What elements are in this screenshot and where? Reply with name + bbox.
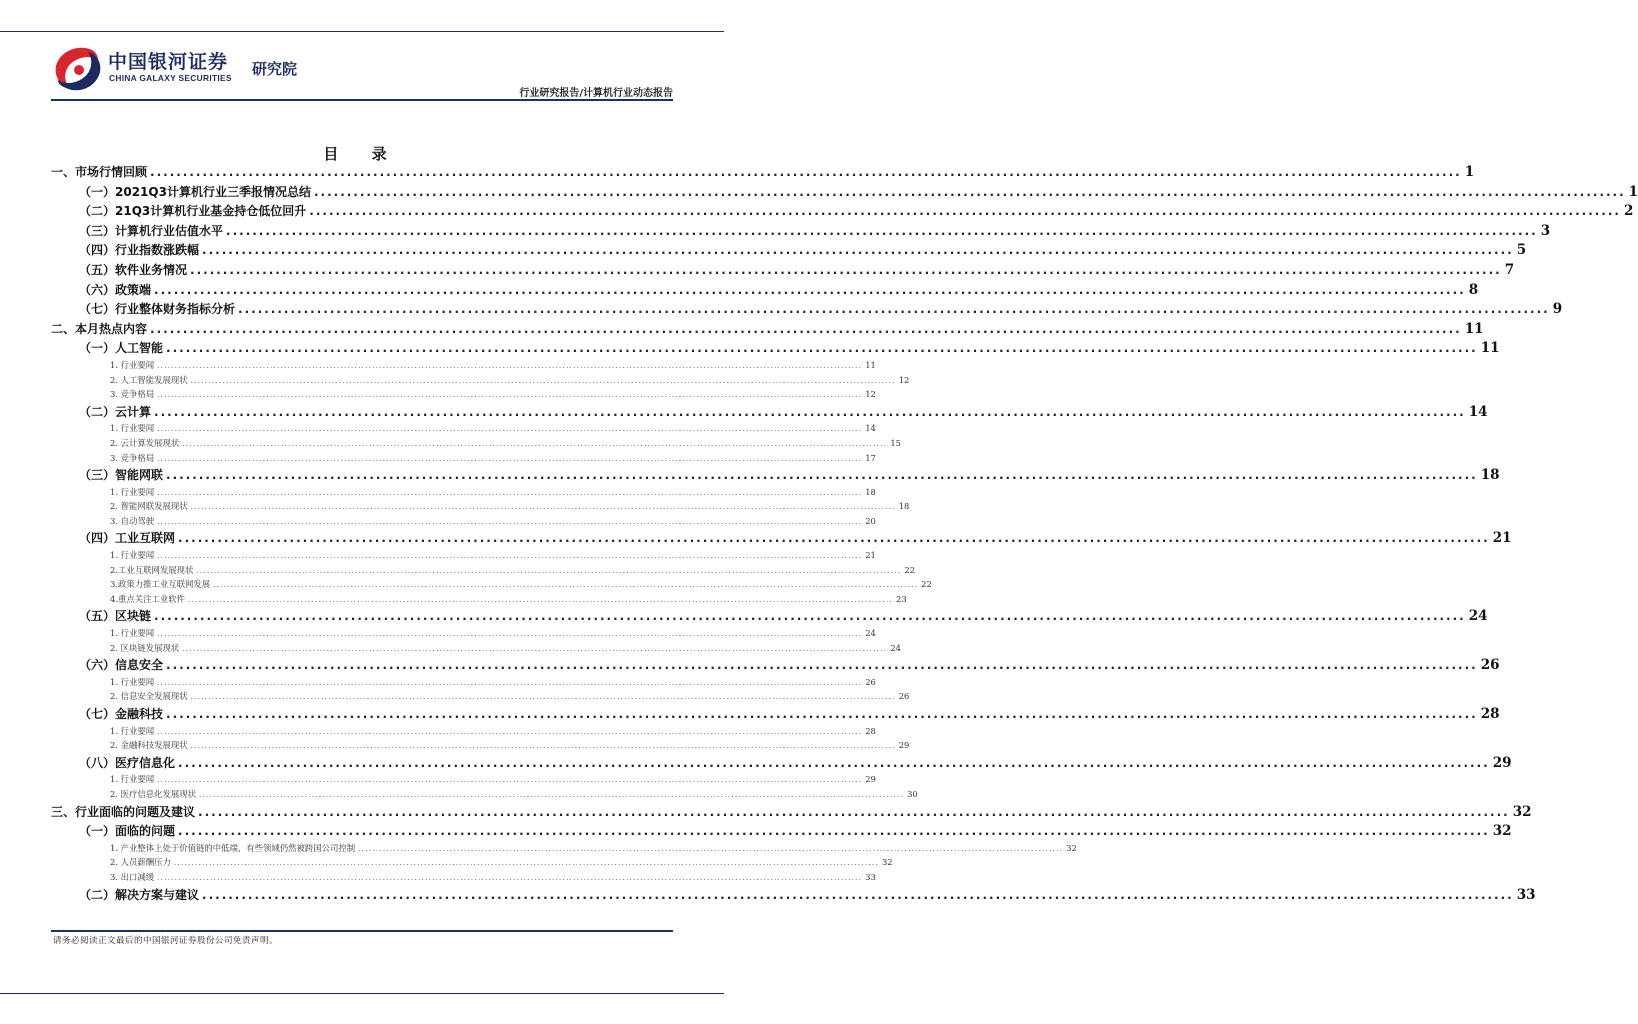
toc-entry-page: 14 <box>1468 403 1488 420</box>
toc-entry-label: （二）21Q3计算机行业基金持仓低位回升 <box>79 204 307 219</box>
toc-entry-page: 11 <box>865 359 876 370</box>
header-rule <box>51 99 673 101</box>
toc-leader-dots: ........................................................................................................................................................................................................ <box>188 595 894 604</box>
toc-entry-label: 二、本月热点内容 <box>51 321 148 336</box>
toc-entry-label: （一）2021Q3计算机行业三季报情况总结 <box>79 184 311 199</box>
toc-entry-level-3[interactable] <box>51 593 907 608</box>
toc-entry-page: 28 <box>1480 706 1500 722</box>
toc-entry-level-3[interactable] <box>51 856 893 871</box>
toc-entry-level-3[interactable] <box>51 642 901 657</box>
toc-entry-page: 29 <box>865 774 876 785</box>
toc-leader-dots: ........................................................................................................................................................................................................ <box>213 581 919 590</box>
toc-entry-page: 33 <box>1516 886 1536 903</box>
toc-entry-level-2[interactable] <box>51 607 1488 627</box>
toc-entry-page: 7 <box>1504 261 1515 278</box>
toc-leader-dots: ........................................................................................................................................................................................................ <box>154 282 1466 297</box>
toc-entry-label: （二）云计算 <box>79 404 152 419</box>
toc-entry-page: 3 <box>1540 222 1551 239</box>
toc-leader-dots: ........................................................................................................................................................................................................ <box>157 678 863 687</box>
toc-leader-dots: ........................................................................................................................................................................................................ <box>309 204 1621 219</box>
toc-entry-level-2[interactable] <box>51 403 1488 423</box>
toc-leader-dots: ........................................................................................................................................................................................................ <box>157 776 863 785</box>
toc-entry-page: 23 <box>896 593 907 604</box>
toc-entry-level-2[interactable] <box>51 466 1500 486</box>
toc-entry-page: 14 <box>865 423 876 434</box>
toc-entry-page: 26 <box>898 691 910 702</box>
toc-leader-dots: ........................................................................................................................................................................................................ <box>173 859 879 868</box>
toc-entry-label: （七）行业整体财务指标分析 <box>79 302 236 317</box>
toc-leader-dots: ........................................................................................................................................................................................................ <box>157 517 863 526</box>
toc-entry-level-3[interactable] <box>51 452 876 467</box>
toc-entry-page: 12 <box>898 374 910 385</box>
toc-entry-label: 1. 产业整体上处于价值链的中低端，有些领域仍然被跨国公司控制 <box>110 842 356 853</box>
footer-rule <box>51 930 673 932</box>
toc-entry-label: （五）区块链 <box>79 609 152 624</box>
toc-entry-page: 12 <box>865 389 876 400</box>
toc-entry-level-2[interactable] <box>51 300 1563 320</box>
toc-leader-dots: ........................................................................................................................................................................................................ <box>157 552 863 561</box>
toc-entry-level-3[interactable] <box>51 388 876 403</box>
toc-entry-page: 28 <box>865 725 876 736</box>
toc-entry-level-1[interactable] <box>51 803 1532 823</box>
toc-entry-label: （四）行业指数涨跌幅 <box>79 243 200 258</box>
toc-entry-label: （一）人工智能 <box>79 341 164 356</box>
footer-disclaimer: 请务必阅读正文最后的中国银河证券股份公司免责声明。 <box>53 936 279 946</box>
toc-entry-label: 1. 行业要闻 <box>110 359 155 370</box>
institute-label: 研究院 <box>252 60 298 78</box>
toc-entry-page: 22 <box>904 564 916 575</box>
toc-entry-page: 29 <box>898 740 910 751</box>
toc-leader-dots: ........................................................................................................................................................................................................ <box>196 566 902 575</box>
toc-entry-page: 24 <box>1468 608 1488 625</box>
toc-leader-dots: ........................................................................................................................................................................................................ <box>157 454 863 463</box>
toc-entry-label: 1. 行业要闻 <box>110 550 155 561</box>
toc-leader-dots: ........................................................................................................................................................................................................ <box>166 341 1478 356</box>
toc-entry-level-2[interactable] <box>51 656 1500 676</box>
toc-leader-dots: ........................................................................................................................................................................................................ <box>154 609 1466 624</box>
toc-entry-page: 26 <box>865 676 876 687</box>
toc-leader-dots: ........................................................................................................................................................................................................ <box>198 804 1510 819</box>
toc-leader-dots: ........................................................................................................................................................................................................ <box>154 404 1466 419</box>
toc-entry-label: （八）医疗信息化 <box>79 755 176 770</box>
toc-entry-page: 24 <box>865 628 876 639</box>
toc-entry-page: 5 <box>1516 242 1527 259</box>
toc-entry-label: 2. 云计算发展现状 <box>110 437 180 448</box>
toc-title: 目 录 <box>323 145 401 163</box>
toc-entry-page: 2 <box>1623 203 1634 220</box>
toc-entry-label: 2. 人员薪酬压力 <box>110 857 171 868</box>
toc-entry-level-2[interactable] <box>51 183 1638 203</box>
toc-leader-dots: ........................................................................................................................................................................................................ <box>238 302 1550 317</box>
toc-leader-dots: ........................................................................................................................................................................................................ <box>157 488 863 497</box>
toc-entry-page: 15 <box>890 437 901 448</box>
toc-leader-dots: ........................................................................................................................................................................................................ <box>150 321 1462 336</box>
toc-leader-dots: ........................................................................................................................................................................................................ <box>166 468 1478 483</box>
toc-leader-dots: ........................................................................................................................................................................................................ <box>157 727 863 736</box>
toc-leader-dots: ........................................................................................................................................................................................................ <box>202 887 1514 902</box>
logo-english-name: CHINA GALAXY SECURITIES <box>109 73 232 83</box>
toc-entry-page: 18 <box>865 486 876 497</box>
toc-entry-page: 32 <box>1066 842 1077 853</box>
toc-leader-dots: ........................................................................................................................................................................................................ <box>182 439 888 448</box>
toc-entry-level-3[interactable] <box>51 359 876 374</box>
table-of-contents <box>51 163 1638 905</box>
toc-entry-level-2[interactable] <box>51 241 1527 261</box>
toc-entry-label: （四）工业互联网 <box>79 531 176 546</box>
toc-leader-dots: ........................................................................................................................................................................................................ <box>157 630 863 639</box>
toc-entry-label: 3. 竞争格局 <box>110 389 155 400</box>
toc-entry-level-3[interactable] <box>51 725 876 740</box>
toc-entry-label: 1. 行业要闻 <box>110 725 155 736</box>
toc-leader-dots: ........................................................................................................................................................................................................ <box>166 658 1478 673</box>
toc-leader-dots: ........................................................................................................................................................................................................ <box>190 376 896 385</box>
toc-leader-dots: ........................................................................................................................................................................................................ <box>199 790 905 799</box>
toc-entry-level-1[interactable] <box>51 163 1475 183</box>
company-logo <box>52 44 312 94</box>
toc-leader-dots: ........................................................................................................................................................................................................ <box>190 742 896 751</box>
toc-leader-dots: ........................................................................................................................................................................................................ <box>190 262 1502 277</box>
toc-entry-label: （三）智能网联 <box>79 468 164 483</box>
toc-entry-label: 1. 行业要闻 <box>110 774 155 785</box>
toc-entry-page: 33 <box>865 871 876 882</box>
toc-leader-dots: ........................................................................................................................................................................................................ <box>157 873 863 882</box>
toc-entry-level-3[interactable] <box>51 564 916 579</box>
logo-chinese-name: 中国银河证券 <box>108 51 229 73</box>
toc-entry-level-3[interactable] <box>51 500 910 515</box>
toc-entry-level-2[interactable] <box>51 822 1512 842</box>
toc-entry-page: 21 <box>1492 530 1512 547</box>
bottom-border-line <box>0 993 724 994</box>
toc-leader-dots: ........................................................................................................................................................................................................ <box>157 391 863 400</box>
toc-entry-page: 18 <box>1480 467 1500 484</box>
report-type-label: 行业研究报告/计算机行业动态报告 <box>519 88 673 99</box>
toc-entry-level-2[interactable] <box>51 281 1479 301</box>
toc-entry-level-2[interactable] <box>51 529 1512 549</box>
toc-entry-level-3[interactable] <box>51 549 876 564</box>
toc-entry-label: 一、市场行情回顾 <box>51 165 148 179</box>
toc-leader-dots: ........................................................................................................................................................................................................ <box>190 503 896 512</box>
toc-entry-level-3[interactable] <box>51 788 918 803</box>
toc-entry-page: 32 <box>881 857 893 868</box>
toc-entry-level-3[interactable] <box>51 578 932 593</box>
toc-entry-label: 3.政策力推工业互联网发展 <box>110 579 211 590</box>
toc-leader-dots: ........................................................................................................................................................................................................ <box>157 361 863 370</box>
toc-leader-dots: ........................................................................................................................................................................................................ <box>178 824 1490 839</box>
toc-entry-label: 2. 信息安全发展现状 <box>110 691 188 702</box>
toc-entry-label: （二）解决方案与建议 <box>79 887 200 902</box>
toc-leader-dots: ........................................................................................................................................................................................................ <box>182 644 888 653</box>
toc-entry-label: 3. 出口减缓 <box>110 871 155 882</box>
toc-entry-level-3[interactable] <box>51 739 910 754</box>
toc-entry-level-2[interactable] <box>51 202 1634 222</box>
toc-entry-level-3[interactable] <box>51 437 901 452</box>
toc-entry-page: 30 <box>907 788 918 799</box>
toc-entry-label: （六）信息安全 <box>79 658 164 673</box>
toc-entry-label: 1. 行业要闻 <box>110 486 155 497</box>
toc-entry-page: 8 <box>1468 281 1479 298</box>
toc-entry-level-3[interactable] <box>51 422 876 437</box>
toc-entry-page: 32 <box>1512 803 1532 820</box>
toc-leader-dots: ........................................................................................................................................................................................................ <box>178 755 1490 770</box>
toc-leader-dots: ........................................................................................................................................................................................................ <box>150 165 1462 179</box>
toc-entry-level-3[interactable] <box>51 842 1077 857</box>
toc-leader-dots: ........................................................................................................................................................................................................ <box>166 707 1478 721</box>
toc-entry-page: 29 <box>1492 754 1512 771</box>
toc-entry-label: 1. 行业要闻 <box>110 423 155 434</box>
toc-entry-page: 1 <box>1464 164 1475 180</box>
toc-entry-page: 9 <box>1552 301 1563 318</box>
toc-entry-page: 24 <box>890 642 901 653</box>
toc-entry-level-3[interactable] <box>51 690 910 705</box>
toc-entry-level-3[interactable] <box>51 374 910 389</box>
toc-entry-level-2[interactable] <box>51 754 1512 774</box>
toc-entry-label: （一）面临的问题 <box>79 824 176 839</box>
toc-leader-dots: ........................................................................................................................................................................................................ <box>190 693 896 702</box>
toc-entry-level-2[interactable] <box>51 339 1500 359</box>
toc-entry-page: 1 <box>1628 183 1638 200</box>
toc-entry-page: 22 <box>921 579 932 590</box>
toc-entry-level-1[interactable] <box>51 320 1484 340</box>
toc-entry-page: 21 <box>865 550 876 561</box>
toc-entry-page: 32 <box>1492 823 1512 840</box>
toc-entry-level-2[interactable] <box>51 705 1500 725</box>
toc-entry-label: 2. 医疗信息化发展现状 <box>110 788 197 799</box>
toc-entry-label: 1. 行业要闻 <box>110 628 155 639</box>
top-border-line <box>0 31 724 32</box>
toc-entry-label: （五）软件业务情况 <box>79 262 188 277</box>
toc-entry-label: 2. 人工智能发展现状 <box>110 374 188 385</box>
toc-entry-label: （三）计算机行业估值水平 <box>79 223 224 238</box>
toc-entry-level-3[interactable] <box>51 627 876 642</box>
toc-entry-label: 4.重点关注工业软件 <box>110 593 185 604</box>
toc-leader-dots: ........................................................................................................................................................................................................ <box>157 425 863 434</box>
toc-entry-level-3[interactable] <box>51 486 876 501</box>
toc-leader-dots: ........................................................................................................................................................................................................ <box>202 243 1514 258</box>
toc-entry-page: 20 <box>865 515 876 526</box>
toc-entry-label: 2. 智能网联发展现状 <box>110 501 188 512</box>
toc-entry-level-2[interactable] <box>51 222 1551 242</box>
toc-entry-level-2[interactable] <box>51 261 1515 281</box>
toc-leader-dots: ........................................................................................................................................................................................................ <box>178 531 1490 546</box>
toc-entry-label: 三、行业面临的问题及建议 <box>51 804 196 819</box>
toc-entry-label: 2. 金融科技发展现状 <box>110 740 188 751</box>
toc-entry-label: （七）金融科技 <box>79 707 164 721</box>
toc-entry-label: 1. 行业要闻 <box>110 676 155 687</box>
toc-entry-level-3[interactable] <box>51 773 876 788</box>
toc-leader-dots: ........................................................................................................................................................................................................ <box>313 184 1626 199</box>
toc-entry-page: 11 <box>1480 340 1500 357</box>
toc-entry-label: 3. 自动驾驶 <box>110 515 155 526</box>
toc-entry-level-3[interactable] <box>51 515 876 530</box>
toc-entry-page: 18 <box>898 501 910 512</box>
toc-entry-page: 11 <box>1464 320 1484 337</box>
toc-entry-page: 17 <box>865 452 876 463</box>
toc-entry-label: 2. 区块链发展现状 <box>110 642 180 653</box>
toc-entry-label: 2.工业互联网发展现状 <box>110 564 194 575</box>
toc-leader-dots: ........................................................................................................................................................................................................ <box>358 844 1064 853</box>
toc-entry-page: 26 <box>1480 657 1500 674</box>
galaxy-swirl-icon <box>52 44 104 94</box>
toc-entry-label: （六）政策端 <box>79 282 152 297</box>
toc-entry-label: 3. 竞争格局 <box>110 452 155 463</box>
toc-leader-dots: ........................................................................................................................................................................................................ <box>226 223 1538 238</box>
toc-entry-level-3[interactable] <box>51 676 876 691</box>
toc-entry-level-2[interactable] <box>51 886 1536 906</box>
toc-entry-level-3[interactable] <box>51 871 876 886</box>
